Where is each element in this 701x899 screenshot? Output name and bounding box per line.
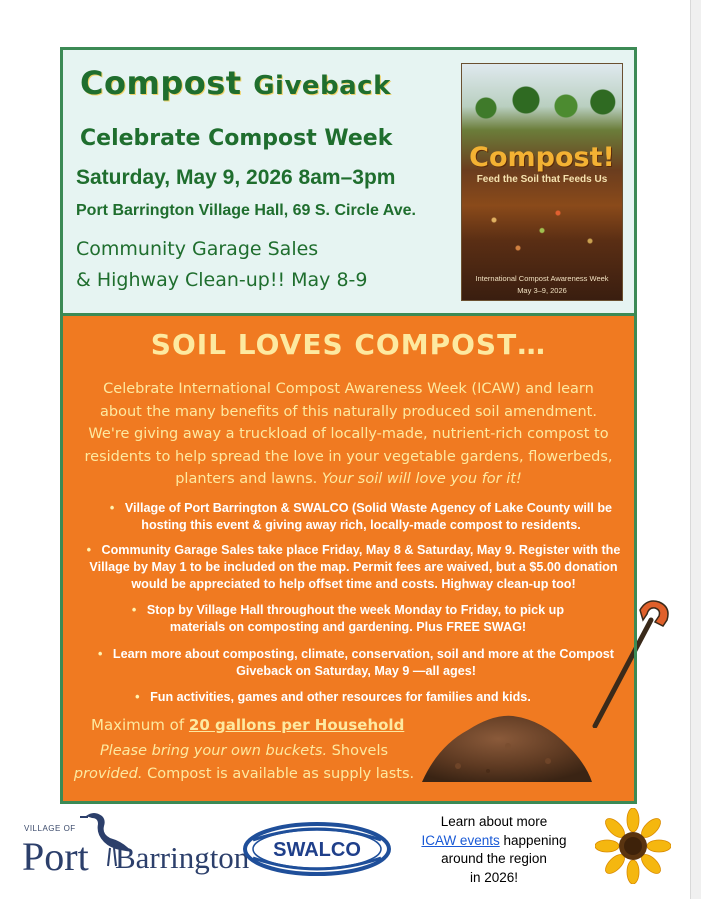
flyer-border	[60, 47, 637, 804]
event-date-time: Saturday, May 9, 2026 8am–3pm	[76, 166, 396, 189]
bring-buckets-note: Please bring your own buckets. Shovels provided. Compost is available as supply lasts.	[73, 743, 415, 782]
bullet-item: • Learn more about composting, climate, conservation, soil and more at the Compost Giveback on Saturday, May 9 —all ages!	[98, 647, 614, 678]
event-location: Port Barrington Village Hall, 69 S. Circle Ave.	[76, 202, 416, 219]
page-title: Compost Giveback	[80, 64, 391, 102]
svg-text:SWALCO: SWALCO	[273, 839, 361, 861]
intro-paragraph: Celebrate International Compost Awareness Week (ICAW) and learn about the many benefits of this naturally produced soil amendment. We're giving away a truckload of locally-made, nutrient-rich compost to residents to help spread the love in your vegetable gardens, flowerbeds, planters and lawns. Your soil will love you for it!	[84, 381, 613, 487]
poster-footer: International Compost Awareness Week	[475, 274, 609, 283]
max-amount-note: Maximum of 20 gallons per Household	[91, 716, 405, 734]
bullet-item: • Village of Port Barrington & SWALCO (Solid Waste Agency of Lake County will be hosting this event & giving away rich, locally-made compost to residents.	[109, 501, 613, 532]
sunflower-icon	[595, 808, 671, 884]
poster-title: Compost!	[469, 142, 615, 173]
swalco-logo	[243, 822, 391, 876]
subtitle: Celebrate Compost Week	[80, 126, 393, 151]
bullet-item: • Fun activities, games and other resources for families and kids.	[135, 690, 531, 704]
scrollbar[interactable]	[690, 0, 701, 899]
poster-tagline: Feed the Soil that Feeds Us	[476, 174, 608, 185]
port-barrington-logo: VILLAGE OF Port Barrington	[22, 808, 232, 878]
poster-dates: May 3–9, 2026	[517, 286, 567, 295]
learn-more-text: Learn about more ICAW events happening around the region in 2026!	[421, 814, 567, 886]
bullet-item: • Stop by Village Hall throughout the week Monday to Friday, to pick up materials on composting and gardening. Plus FREE SWAG!	[131, 603, 565, 634]
icaw-events-link[interactable]: ICAW events	[421, 832, 500, 848]
bullet-item: • Community Garage Sales take place Friday, May 8 & Saturday, May 9. Register with the Village by May 1 to be included on the map. Permit fees are waived, but a $5.00 donation would be appreciated to help offset time and costs. Highway clean-up too!	[86, 543, 621, 591]
section-heading: SOIL LOVES COMPOST…	[150, 328, 547, 361]
garage-sales-note: Community Garage Sales & Highway Clean-up!! May 8-9	[76, 238, 368, 291]
